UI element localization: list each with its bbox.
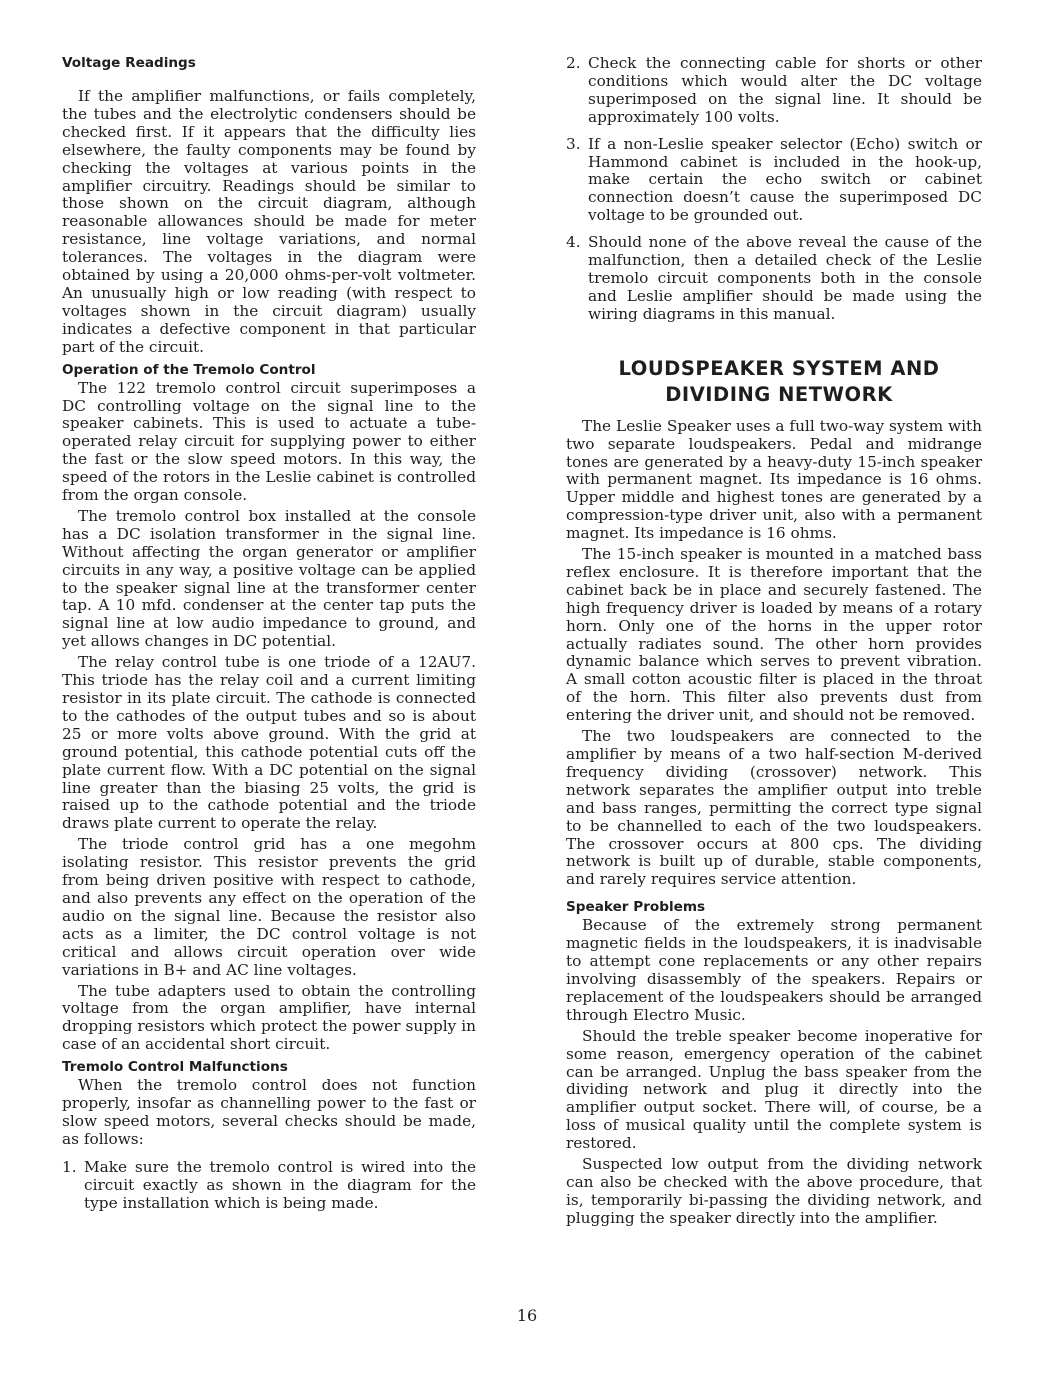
- heading-line-1: LOUDSPEAKER SYSTEM AND: [618, 356, 940, 380]
- loudspeaker-paragraph-1: The Leslie Speaker uses a full two-way system with two separate loudspeakers. Pedal and midrange tones are generated by a heavy-duty 15-inch speaker with permanent magnet. Its impedance is 16 ohms. Upper middle and highest tones are generated by a compression-type driver unit, also with a permanent magnet. Its impedance is 16 ohms.: [566, 416, 982, 543]
- checklist-item-4: [566, 234, 982, 324]
- list-number: 3.: [566, 134, 581, 153]
- tremolo-operation-paragraph-3: The relay control tube is one triode of a 12AU7. This triode has the relay coil and a current limiting resistor in its plate circuit. The cathode is connected to the cathodes of the output tubes and so is about 25 or more volts above ground. With the grid at ground potential, this cathode potential cuts off the plate current flow. With a DC potential on the signal line greater than the biasing 25 volts, the grid is raised up to the cathode potential and the triode draws plate current to operate the relay.: [62, 653, 476, 833]
- list-text: If a non-Leslie speaker selector (Echo) switch or Hammond cabinet is included in the hook-up, make certain the echo switch or cabinet connection doesn’t cause the superimposed DC voltage to be grounded out.: [588, 134, 982, 225]
- loudspeaker-paragraph-2: The 15-inch speaker is mounted in a matched bass reflex enclosure. It is therefore important that the cabinet back be in place and securely fastened. The high frequency driver is loaded by means of a rotary horn. Only one of the horns in the upper rotor actually radiates sound. The other horn provides dynamic balance which serves to prevent vibration. A small cotton acoustic filter is placed in the throat of the horn. This filter also prevents dust from entering the driver unit, and should not be removed.: [566, 545, 982, 725]
- checklist-item-3: [566, 136, 982, 226]
- list-number: 1.: [62, 1157, 77, 1176]
- speaker-problems-paragraph-1: Because of the extremely strong permanent magnetic fields in the loudspeakers, it is inadvisable to attempt cone replacements or any other repairs involving disassembly of the speakers. Repairs or replacement of the loudspeakers should be arranged through Electro Music.: [566, 916, 982, 1024]
- tremolo-operation-paragraph-4: The triode control grid has a one megohm isolating resistor. This resistor prevents the grid from being driven positive with respect to cathode, and also prevents any effect on the operation of the audio on the signal line. Because the resistor also acts as a limiter, the DC control voltage is not critical and allows circuit operation over wide variations in B+ and AC line voltages.: [62, 835, 476, 979]
- speaker-problems-heading: Speaker Problems: [566, 899, 706, 916]
- page-number: 16: [516, 1306, 538, 1325]
- checklist-item-1: [62, 1159, 476, 1213]
- heading-line-2: DIVIDING NETWORK: [665, 382, 893, 406]
- list-number: 2.: [566, 54, 581, 72]
- tremolo-operation-heading: Operation of the Tremolo Control: [62, 361, 316, 378]
- list-number: 4.: [566, 233, 581, 252]
- list-text: Make sure the tremolo control is wired into the circuit exactly as shown in the diagram for the type installation which is being made.: [84, 1157, 476, 1212]
- tremolo-operation-paragraph-5: The tube adapters used to obtain the controlling voltage from the organ amplifier, have internal dropping resistors which protect the power supply in case of an accidental short circuit.: [62, 981, 476, 1054]
- speaker-problems-paragraph-3: Suspected low output from the dividing network can also be checked with the above procedure, that is, temporarily bi-passing the dividing network, and plugging the speaker directly into the amplifier.: [566, 1155, 982, 1227]
- tremolo-malfunctions-heading: Tremolo Control Malfunctions: [62, 1059, 288, 1076]
- list-text: Check the connecting cable for shorts or other conditions which would alter the DC voltage superimposed on the signal line. It should be approximately 100 volts.: [588, 54, 982, 126]
- voltage-readings-paragraph: If the amplifier malfunctions, or fails completely, the tubes and the electrolytic condensers should be checked first. If it appears that the difficulty lies elsewhere, the faulty components may be found by checking the voltages at various points in the amplifier circuitry. Readings should be similar to those shown on the circuit diagram, although reasonable allowances should be made for meter resistance, line voltage variations, and normal tolerances. The voltages in the diagram were obtained by using a 20,000 ohms-per-volt voltmeter. An unusually high or low reading (with respect to voltages shown in the circuit diagram) usually indicates a defective component in that particular part of the circuit.: [62, 87, 476, 356]
- loudspeaker-system-heading: [586, 356, 972, 408]
- list-text: Should none of the above reveal the cause of the malfunction, then a detailed check of the Leslie tremolo circuit components both in the console and Leslie amplifier should be made using the wiring diagrams in this manual.: [588, 233, 982, 323]
- right-column: [566, 52, 982, 1231]
- tremolo-malfunctions-intro: When the tremolo control does not function properly, insofar as channelling power to the fast or slow speed motors, several checks should be made, as follows:: [62, 1076, 476, 1148]
- tremolo-operation-paragraph-1: The 122 tremolo control circuit superimposes a DC controlling voltage on the signal line to the speaker cabinets. This is used to actuate a tube-operated relay circuit for supplying power to either the fast or the slow speed motors. In this way, the speed of the rotors in the Leslie cabinet is controlled from the organ console.: [62, 378, 476, 505]
- left-column: [62, 52, 476, 1221]
- loudspeaker-paragraph-3: The two loudspeakers are connected to the amplifier by means of a two half-section M-derived frequency dividing (crossover) network. This network separates the amplifier output into treble and bass ranges, permitting the correct type signal to be channelled to each of the two loudspeakers. The crossover occurs at 800 cps. The dividing network is built up of durable, stable components, and rarely requires service attention.: [566, 727, 982, 889]
- speaker-problems-paragraph-2: Should the treble speaker become inoperative for some reason, emergency operation of the cabinet can be arranged. Unplug the bass speaker from the dividing network and plug it directly into the amplifier output socket. There will, of course, be a loss of musical quality until the complete system is restored.: [566, 1026, 982, 1153]
- voltage-readings-heading: Voltage Readings: [62, 55, 196, 71]
- tremolo-operation-paragraph-2: The tremolo control box installed at the console has a DC isolation transformer in the signal line. Without affecting the organ generator or amplifier circuits in any way, a positive voltage can be applied to the speaker signal line at the transformer center tap. A 10 mfd. condenser at the center tap puts the signal line at low audio impedance to ground, and yet allows changes in DC potential.: [62, 506, 476, 651]
- checklist-item-2: [566, 55, 982, 127]
